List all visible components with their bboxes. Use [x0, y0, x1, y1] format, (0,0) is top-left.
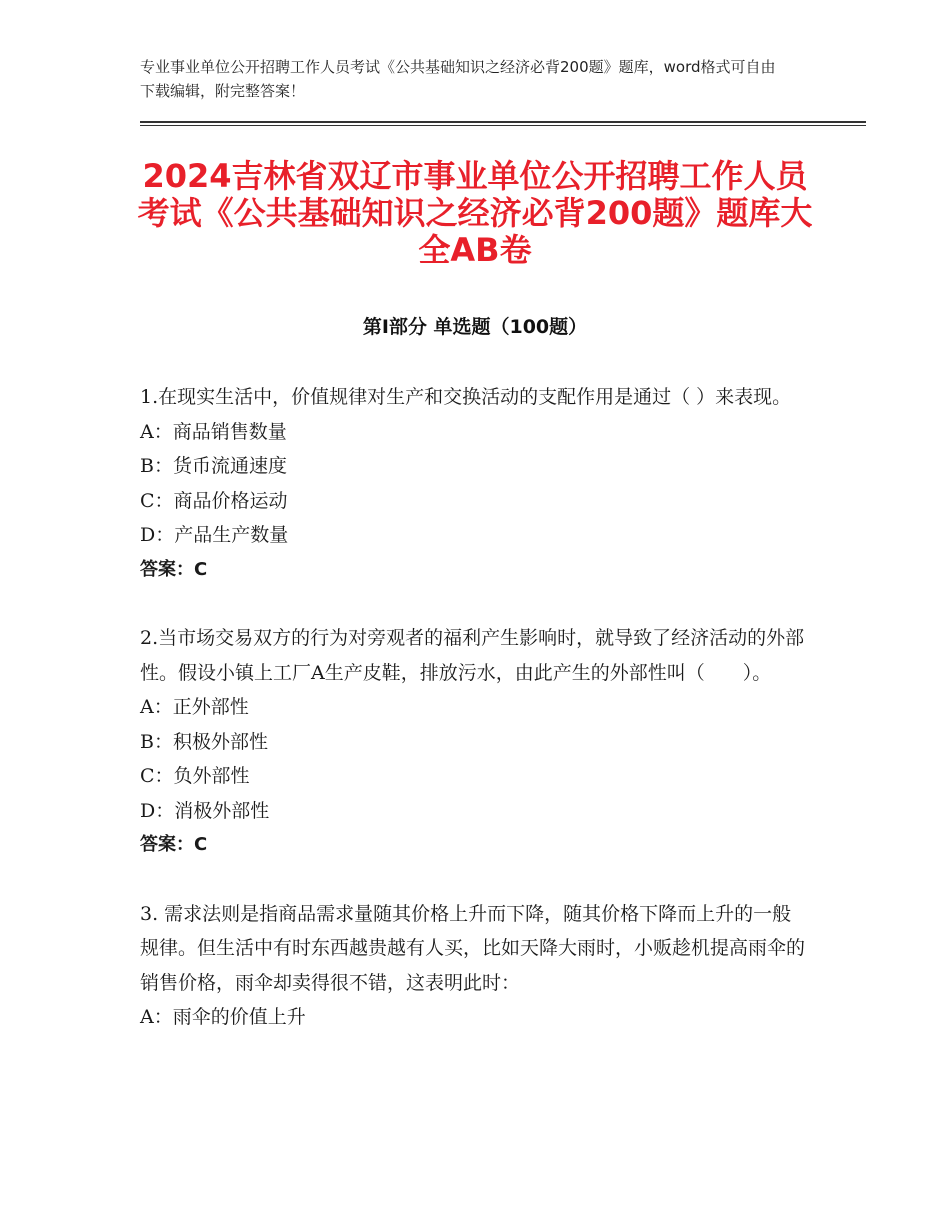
- question-1: [140, 380, 810, 587]
- question-stem: 3. 需求法则是指商品需求量随其价格上升而下降，随其价格下降而上升的一般规律。但生活中有时东西越贵越有人买，比如天降大雨时，小贩趁机提高雨伞的销售价格，雨伞却卖得很不错，这表明此时：: [140, 902, 806, 994]
- option-a: A：雨伞的价值上升: [140, 1006, 306, 1028]
- option-a: A：正外部性: [140, 696, 249, 718]
- answer: 答案：C: [140, 834, 208, 855]
- section-title: 第Ⅰ部分 单选题（100题）: [362, 316, 588, 338]
- question-2: [140, 621, 810, 863]
- option-b: B：积极外部性: [140, 730, 268, 753]
- answer: 答案：C: [140, 558, 208, 580]
- header-divider: [140, 121, 866, 126]
- question-stem: 1.在现实生活中，价值规律对生产和交换活动的支配作用是通过（ ）来表现。: [140, 386, 792, 408]
- question-3: [140, 897, 810, 1035]
- option-a: A：商品销售数量: [140, 420, 287, 443]
- option-d: D：消极外部性: [140, 799, 270, 822]
- option-b: B：货币流通速度: [140, 455, 287, 477]
- document-title: 2024吉林省双辽市事业单位公开招聘工作人员考试《公共基础知识之经济必背200题》题库大全AB卷: [137, 157, 813, 269]
- option-d: D：产品生产数量: [140, 524, 289, 546]
- option-c: C：负外部性: [140, 765, 250, 787]
- question-list: [140, 380, 810, 1069]
- option-c: C：商品价格运动: [140, 489, 288, 512]
- header-note: 专业事业单位公开招聘工作人员考试《公共基础知识之经济必背200题》题库，word格式可自由下载编辑，附完整答案！: [140, 58, 776, 100]
- question-stem: 2.当市场交易双方的行为对旁观者的福利产生影响时，就导致了经济活动的外部性。假设小镇上工厂A生产皮鞋，排放污水，由此产生的外部性叫（ ）。: [140, 627, 805, 684]
